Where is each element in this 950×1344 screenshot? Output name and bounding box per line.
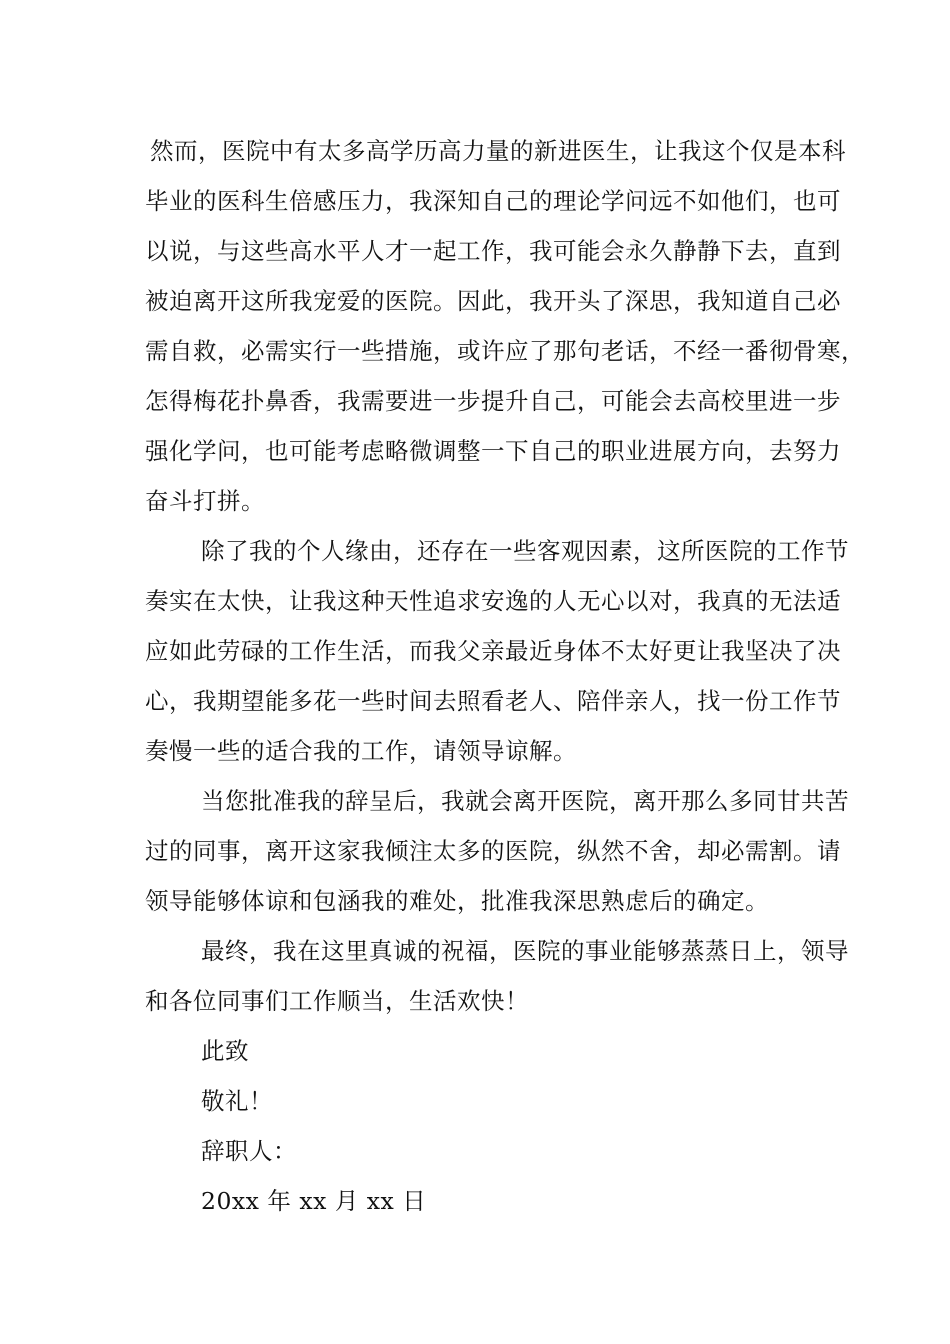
paragraph-1-line-7: 强化学问，也可能考虑略微调整一下自己的职业进展方向，去努力 — [145, 437, 841, 465]
paragraph-1-line-1: 然而，医院中有太多高学历高力量的新进医生，让我这个仅是本科 — [150, 137, 846, 165]
salute-text: 敬礼！ — [201, 1087, 273, 1115]
letter-date: 20xx 年 xx 月 xx 日 — [201, 1187, 427, 1215]
signer-label: 辞职人： — [201, 1137, 297, 1165]
paragraph-3-line-3: 领导能够体谅和包涵我的难处，批准我深思熟虑后的确定。 — [145, 887, 769, 915]
paragraph-2-line-5: 奏慢一些的适合我的工作，请领导谅解。 — [145, 737, 577, 765]
paragraph-1-line-4: 被迫离开这所我宠爱的医院。因此，我开头了深思，我知道自己必 — [145, 287, 841, 315]
paragraph-3-line-2: 过的同事，离开这家我倾注太多的医院，纵然不舍，却必需割。请 — [145, 837, 841, 865]
paragraph-2-line-4: 心，我期望能多花一些时间去照看老人、陪伴亲人，找一份工作节 — [145, 687, 841, 715]
paragraph-1-line-3: 以说，与这些高水平人才一起工作，我可能会永久静静下去，直到 — [145, 237, 841, 265]
paragraph-1-line-5: 需自救，必需实行一些措施，或许应了那句老话，不经一番彻骨寒， — [145, 337, 865, 365]
paragraph-4-line-2: 和各位同事们工作顺当，生活欢快！ — [145, 987, 529, 1015]
paragraph-3-line-1: 当您批准我的辞呈后，我就会离开医院，离开那么多同甘共苦 — [201, 787, 849, 815]
paragraph-1-line-8: 奋斗打拼。 — [145, 487, 265, 515]
closing-text: 此致 — [201, 1037, 249, 1065]
paragraph-2-line-2: 奏实在太快，让我这种天性追求安逸的人无心以对，我真的无法适 — [145, 587, 841, 615]
paragraph-2-line-3: 应如此劳碌的工作生活，而我父亲最近身体不太好更让我坚决了决 — [145, 637, 841, 665]
paragraph-4-line-1: 最终，我在这里真诚的祝福，医院的事业能够蒸蒸日上，领导 — [201, 937, 849, 965]
paragraph-2-line-1: 除了我的个人缘由，还存在一些客观因素，这所医院的工作节 — [201, 537, 849, 565]
paragraph-1-line-6: 怎得梅花扑鼻香，我需要进一步提升自己，可能会去高校里进一步 — [145, 387, 841, 415]
paragraph-1-line-2: 毕业的医科生倍感压力，我深知自己的理论学问远不如他们，也可 — [145, 187, 841, 215]
